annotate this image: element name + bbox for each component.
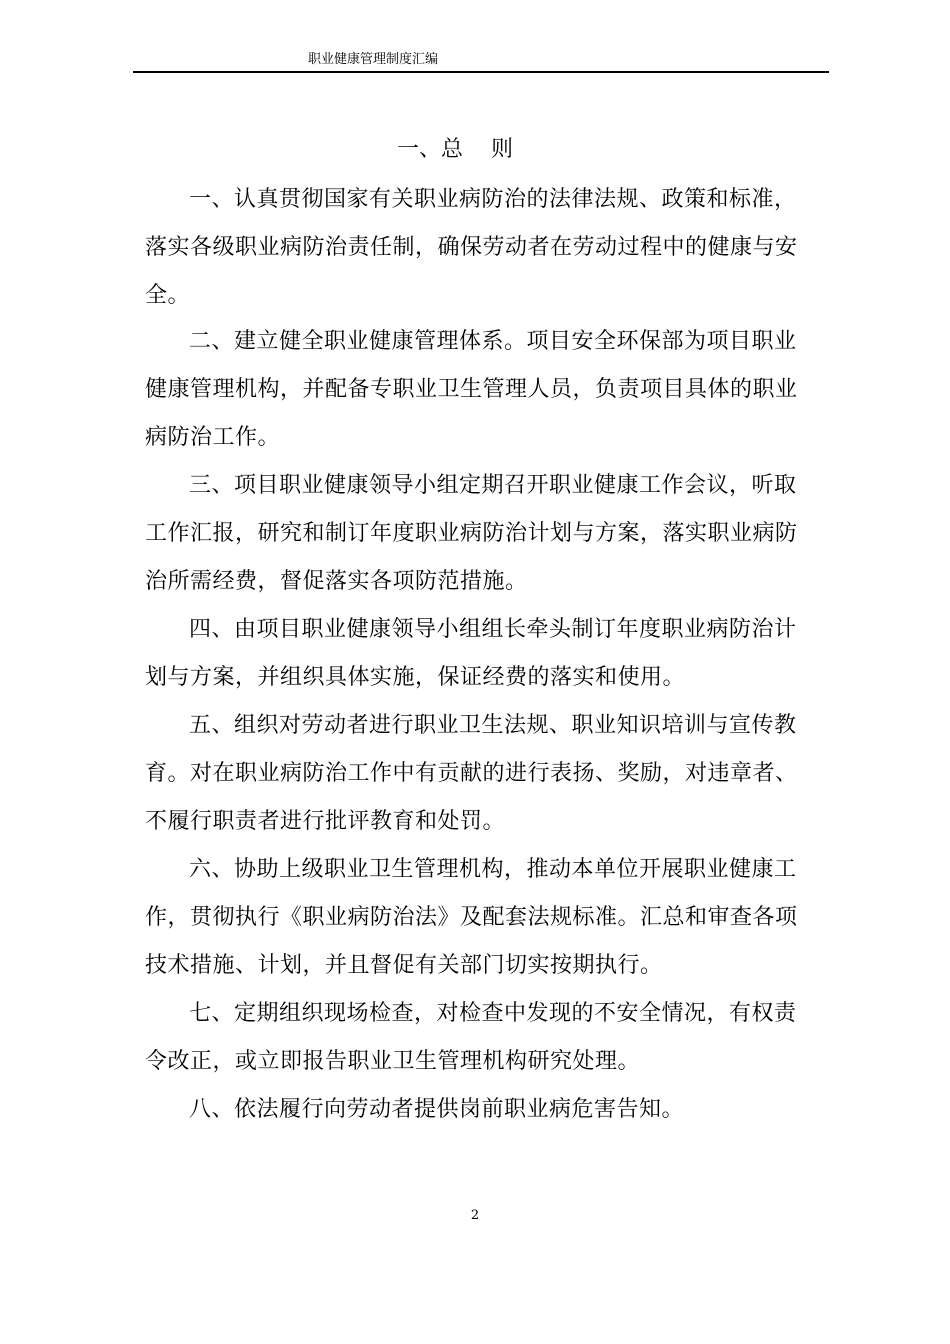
page-number: 2	[470, 1208, 480, 1223]
section-title: 一、总 则	[397, 137, 513, 162]
paragraph-5: 五、组织对劳动者进行职业卫生法规、职业知识培训与宣传教育。对在职业病防治工作中有贡献的进行表扬、奖励，对违章者、不履行职责者进行批评教育和处罚。	[145, 713, 798, 834]
paragraph-2: 二、建立健全职业健康管理体系。项目安全环保部为项目职业健康管理机构，并配备专职业卫生管理人员，负责项目具体的职业病防治工作。	[145, 329, 798, 450]
paragraph-7: 七、定期组织现场检查，对检查中发现的不安全情况，有权责令改正，或立即报告职业卫生管理机构研究处理。	[145, 1001, 797, 1074]
paragraph-3: 三、项目职业健康领导小组定期召开职业健康工作会议，听取工作汇报，研究和制订年度职业病防治计划与方案，落实职业病防治所需经费，督促落实各项防范措施。	[145, 473, 798, 594]
header-divider	[133, 71, 829, 73]
paragraph-8: 八、依法履行向劳动者提供岗前职业病危害告知。	[189, 1097, 685, 1122]
paragraph-4: 四、由项目职业健康领导小组组长牵头制订年度职业病防治计划与方案，并组织具体实施，保证经费的落实和使用。	[145, 617, 797, 690]
paragraph-6: 六、协助上级职业卫生管理机构，推动本单位开展职业健康工作，贯彻执行《职业病防治法》及配套法规标准。汇总和审查各项技术措施、计划，并且督促有关部门切实按期执行。	[145, 857, 798, 978]
running-header: 职业健康管理制度汇编	[308, 52, 439, 67]
paragraph-1: 一、认真贯彻国家有关职业病防治的法律法规、政策和标准，落实各级职业病防治责任制，确保劳动者在劳动过程中的健康与安全。	[145, 187, 798, 308]
